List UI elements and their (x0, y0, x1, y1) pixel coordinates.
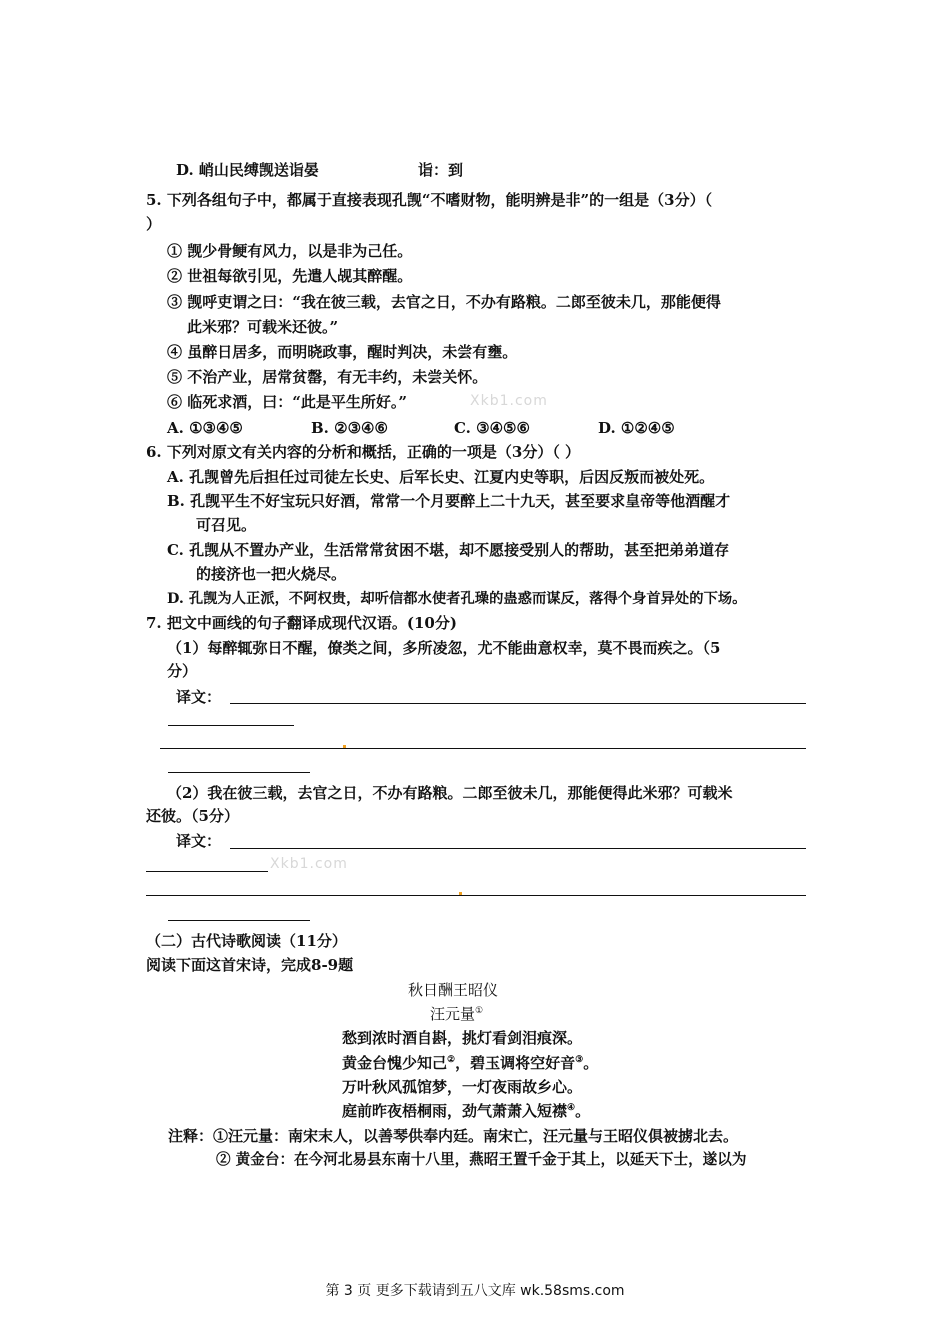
q5-item-1: ① 觊少骨鲠有风力，以是非为己任。 (167, 242, 413, 260)
page-footer: 第 3 页 更多下载请到五八文库 wk.58sms.com (325, 1283, 625, 1299)
notes-2: ② 黄金台：在今河北易县东南十八里，燕昭王置千金于其上，以延天下士，遂以为 (216, 1151, 747, 1168)
dot-mark (343, 745, 346, 748)
poem-line-2-a: 黄金台愧少知己 (342, 1054, 448, 1072)
q5-option-a: A. ①③④⑤ (167, 419, 243, 437)
watermark: Xkb1.com (470, 393, 548, 409)
poem-author-name: 汪元量 (430, 1005, 476, 1023)
footnote-marker: ④ (567, 1103, 576, 1113)
q5-item-6: ⑥ 临死求酒，曰：“此是平生所好。” (167, 393, 407, 411)
poem-line-1: 愁到浓时酒自斟，挑灯看剑泪痕深。 (342, 1029, 583, 1047)
answer-line[interactable] (168, 920, 310, 921)
q7-stem: 7. 把文中画线的句子翻译成现代汉语。(10分) (146, 614, 457, 632)
q5-item-2: ② 世祖每欲引见，先遣人觇其醉醒。 (167, 267, 413, 285)
poem-title: 秋日酬王昭仪 (408, 981, 499, 999)
watermark: Xkb1.com (270, 856, 348, 872)
poem-line-2-end: 。 (583, 1054, 599, 1072)
q5-item-5: ⑤ 不治产业，居常贫罄，有无丰约，未尝关怀。 (167, 368, 488, 386)
q6-option-b-cont: 可召见。 (196, 516, 257, 534)
q7-sentence-1-cont: 分） (167, 662, 198, 680)
q7-sentence-2-cont: 还彼。（5分） (146, 807, 239, 825)
q7-sentence-2: （2）我在彼三载，去官之日，不办有路粮。二郎至彼未几，那能便得此米邪？可载米 (167, 784, 733, 802)
q5-item-4: ④ 虽醉日居多，而明晓政事，醒时判决，未尝有壅。 (167, 343, 518, 361)
q6-stem: 6. 下列对原文有关内容的分析和概括，正确的一项是（3分）（ ） (146, 443, 581, 461)
q6-option-b: B. 孔觊平生不好宝玩只好酒，常常一个月要醉上二十九天，甚至要求皇帝等他酒醒才 (167, 492, 731, 510)
notes-label: 注释： (168, 1127, 214, 1145)
answer-line[interactable] (146, 895, 806, 896)
q4-option-d-text: D. 峭山民缚觊送诣晏 (176, 161, 319, 179)
poem-line-4-a: 庭前昨夜梧桐雨，劲气萧萧入短襟 (342, 1102, 568, 1120)
q6-option-d: D. 孔觊为人正派，不阿权贵，却听信都水使者孔璪的蛊惑而谋反，落得个身首异处的下场。 (167, 591, 747, 607)
answer-line[interactable] (146, 871, 268, 872)
poem-line-2-b: ，碧玉调将空好音 (455, 1054, 576, 1072)
footnote-marker: ① (475, 1006, 484, 1016)
q5-stem: 5. 下列各组句子中，都属于直接表现孔觊“不嗜财物，能明辨是非”的一组是（3分）（ (146, 191, 713, 209)
q6-option-a: A. 孔觊曾先后担任过司徒左长史、后军长史、江夏内史等职，后因反叛而被处死。 (167, 468, 715, 486)
q6-option-c: C. 孔觊从不置办产业，生活常常贫困不堪，却不愿接受别人的帮助，甚至把弟弟道存 (167, 541, 730, 559)
answer-line[interactable] (168, 725, 294, 726)
poem-line-3: 万叶秋风孤馆梦，一灯夜雨故乡心。 (342, 1078, 583, 1096)
q7-answer-label-1: 译文： (176, 688, 222, 706)
q6-option-c-cont: 的接济也一把火烧尽。 (196, 565, 347, 583)
footnote-marker: ② (447, 1055, 456, 1065)
notes-1-text: ①汪元量：南宋末人，以善琴供奉内廷。南宋亡，汪元量与王昭仪俱被掳北去。 (213, 1127, 739, 1145)
q5-option-d: D. ①②④⑤ (598, 419, 675, 437)
q7-answer-label-2: 译文： (176, 832, 222, 850)
q4-option-d-gloss: 诣：到 (418, 161, 464, 179)
answer-line[interactable] (168, 772, 310, 773)
answer-line[interactable] (230, 848, 806, 849)
footnote-marker: ③ (575, 1055, 584, 1065)
answer-line[interactable] (160, 748, 806, 749)
notes-1 (168, 1126, 738, 1146)
q5-option-b: B. ②③④⑥ (311, 419, 388, 437)
q5-item-3-cont: 此米邪？可载米还彼。” (187, 318, 339, 336)
section2-intro: 阅读下面这首宋诗，完成8-9题 (146, 956, 354, 974)
q5-item-3: ③ 觊呼吏谓之曰：“我在彼三载，去官之日，不办有路粮。二郎至彼未几，那能便得 (167, 293, 721, 311)
q7-sentence-1: （1）每醉辄弥日不醒，僚类之间，多所凌忽，尤不能曲意权幸，莫不畏而疾之。（5 (167, 639, 721, 657)
q5-stem-end: ） (146, 215, 162, 233)
poem-line-2 (342, 1053, 598, 1073)
poem-line-4-end: 。 (575, 1102, 591, 1120)
answer-line[interactable] (230, 703, 806, 704)
dot-mark (459, 892, 462, 895)
poem-author (430, 1004, 483, 1024)
section2-heading: （二）古代诗歌阅读（11分） (146, 932, 347, 950)
poem-line-4 (342, 1101, 590, 1121)
q4-option-d (176, 160, 319, 180)
q5-option-c: C. ③④⑤⑥ (454, 419, 530, 437)
